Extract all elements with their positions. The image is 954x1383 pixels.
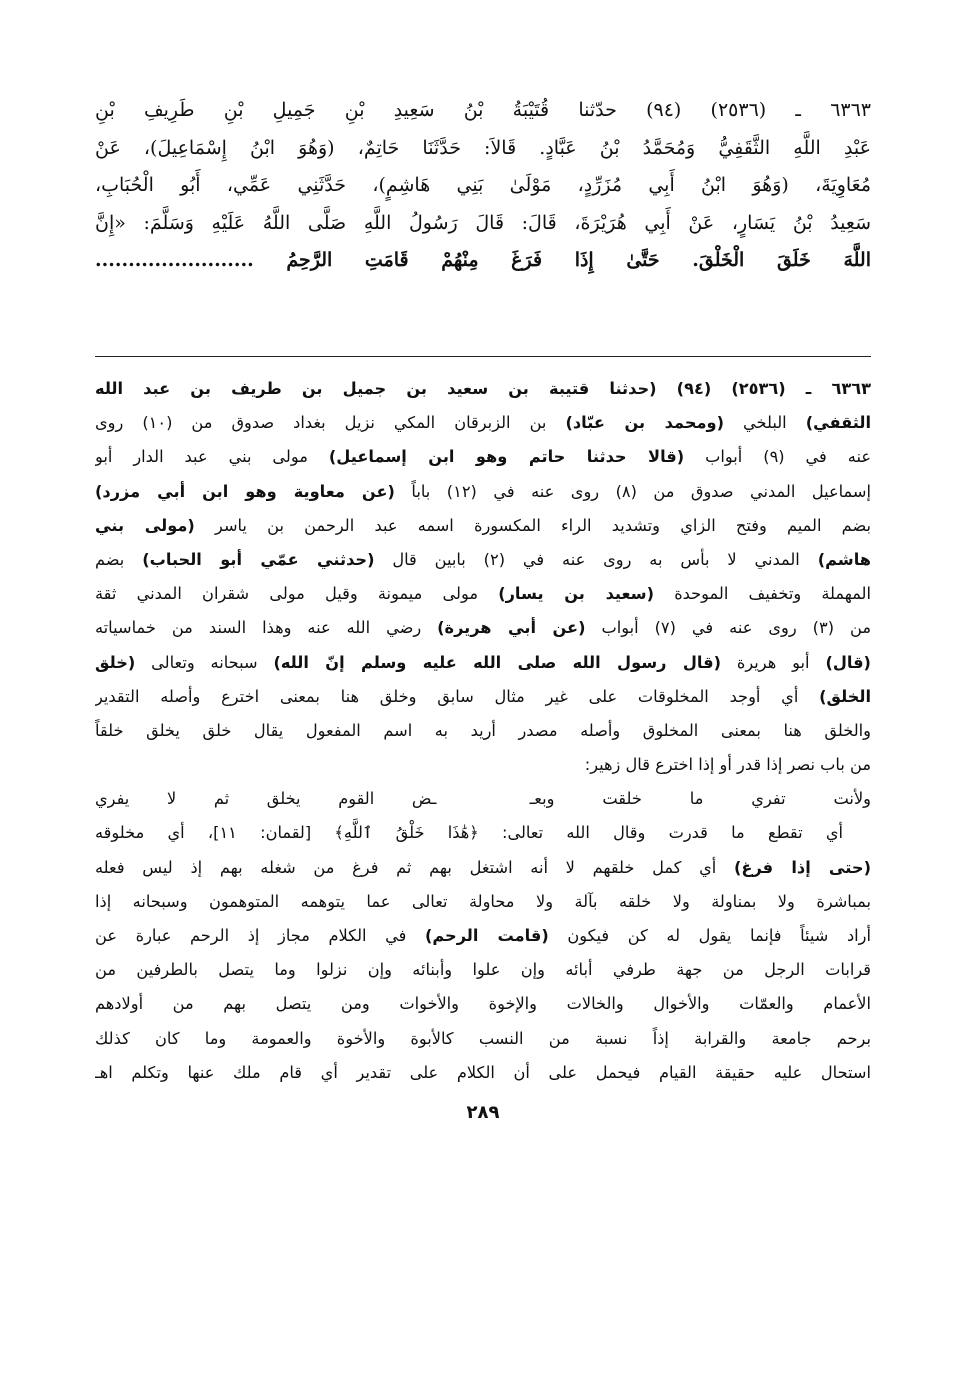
text-segment: بضم الميم وفتح الزاي وتشديد الراء المكسورة اسمه عبد الرحمن بن ياسر	[194, 515, 871, 535]
commentary-line	[95, 816, 871, 850]
text-segment: استحال عليه حقيقة القيام فيحمل على أن الكلام على تقدير أي قام ملك عنها وتكلم اهـ	[95, 1062, 871, 1082]
hadith-line: سَعِيدُ بْنُ يَسَارٍ، عَنْ أَبِي هُرَيْرَةَ، قَالَ: قَالَ رَسُولُ اللَّهِ صَلَّى اللَّهُ عَلَيْهِ وَسَلَّمَ: «إِنَّ	[95, 211, 871, 234]
bold-quote: (مولى بني	[95, 515, 195, 535]
text-segment: بن الزبرقان المكي نزيل بغداد صدوق من (١٠) روى	[95, 413, 566, 433]
page-number: ٢٨٩	[466, 1102, 500, 1123]
text-segment: في الكلام مجاز إذ الرحم عبارة عن	[95, 926, 425, 945]
text-segment: أي أوجد المخلوقات على غير مثال سابق وخلق هنا بمعنى اخترع وأصله التقدير	[95, 686, 820, 706]
text-segment: الأعمام والعمّات والأخوال والخالات والإخوة والأخوات ومن يتصل بهم من أولادهم	[95, 994, 871, 1014]
poem-verse	[95, 782, 871, 816]
text-segment: المدني لا بأس به روى عنه في (٢) بابين قال	[374, 549, 818, 569]
commentary-line	[95, 953, 871, 987]
text-segment: البلخي	[723, 413, 806, 433]
bold-quote: (عن أبي هريرة)	[437, 618, 586, 638]
commentary-line	[95, 509, 871, 543]
bold-quote: ٦٣٦٣ ـ (٢٥٣٦) (٩٤) (حدثنا قتيبة بن سعيد بن جميل بن طريف بن عبد الله	[95, 379, 871, 398]
bold-quote: (ومحمد بن عبّاد)	[565, 413, 724, 433]
commentary-line	[95, 851, 871, 885]
bold-quote: (عن معاوية وهو ابن أبي مزرد)	[95, 481, 395, 501]
commentary-text	[95, 372, 871, 1090]
hadith-text	[95, 92, 871, 280]
bold-quote: (قال رسول الله صلى الله عليه وسلم إنّ الله)	[273, 652, 721, 672]
text-segment: بضم	[95, 549, 143, 569]
hadith-line: اللَّهَ خَلَقَ الْخَلْقَ. حَتَّىٰ إِذَا فَرَغَ مِنْهُمْ قَامَتِ الرَّحِمُ ........................	[95, 249, 871, 271]
commentary-line	[95, 1056, 871, 1090]
text-segment: عنه في (٩) أبواب	[684, 447, 871, 467]
poem-hemistich-first: ولأنت تفري ما خلقت وبعـ	[529, 789, 871, 809]
bold-quote: (قال)	[825, 652, 871, 672]
commentary-line	[95, 1022, 871, 1056]
bold-quote: هاشم)	[817, 549, 871, 569]
text-segment: إسماعيل المدني صدوق من (٨) روى عنه في (١٢) باباً	[394, 481, 871, 501]
commentary-line	[95, 714, 871, 748]
commentary-line	[95, 748, 871, 782]
hadith-line: مُعَاوِيَةَ، (وَهُوَ ابْنُ أَبِي مُزَرِّدٍ، مَوْلَىٰ بَنِي هَاشِمٍ)، حَدَّثَنِي عَمِّي، أَبُو الْحُبَابِ،	[95, 174, 871, 196]
bold-quote: (سعيد بن يسار)	[498, 584, 654, 604]
bold-quote: (خلق	[95, 652, 136, 672]
bold-quote: (قامت الرحم)	[424, 926, 549, 945]
text-segment: سبحانه وتعالى	[135, 652, 274, 672]
bold-quote: (قالا حدثنا حاتم وهو ابن إسماعيل)	[328, 447, 685, 467]
text-segment: رضي الله عنه وهذا السند من خماسياته	[95, 618, 438, 638]
text-segment: أي كمل خلقهم لا أنه اشتغل بهم ثم فرغ من شغله بهم إذ ليس فعله	[95, 857, 735, 877]
hadith-line: ٦٣٦٣ ـ (٢٥٣٦) (٩٤) حدّثنا قُتَيْبَةُ بْنُ سَعِيدِ بْنِ جَمِيلِ بْنِ طَرِيفِ بْنِ	[95, 99, 871, 121]
commentary-line	[95, 475, 871, 509]
commentary-line	[95, 543, 871, 577]
text-segment: برحم جامعة والقرابة إذاً نسبة من النسب كالأبوة والأخوة والعمومة وما كان كذلك	[95, 1028, 871, 1048]
commentary-line	[95, 680, 871, 714]
commentary-line	[95, 885, 871, 919]
bold-quote: الخلق)	[819, 686, 871, 706]
text-segment: أبو هريرة	[721, 652, 826, 672]
commentary-line	[95, 987, 871, 1021]
text-segment: مولى ميمونة وقيل مولى شقران المدني ثقة	[95, 584, 499, 604]
commentary-line	[95, 919, 871, 953]
footnote-separator	[95, 356, 871, 357]
commentary-line	[95, 646, 871, 680]
commentary-line	[95, 372, 871, 406]
bold-quote: الثقفي)	[805, 413, 871, 433]
text-segment: بمباشرة ولا بمناولة ولا خلقه بآلة ولا محاولة تعالى عما يتوهمه المتوهمون وسبحانه إذا	[95, 891, 871, 911]
text-segment: من (٣) روى عنه في (٧) أبواب	[585, 618, 871, 638]
bold-quote: (حتى إذا فرغ)	[734, 857, 871, 877]
text-segment: أراد شيئاً فإنما يقول له كن فيكون	[548, 926, 871, 945]
text-segment: قرابات الرجل من جهة طرفي أبائه وإن علوا وأبنائه وإن نزلوا وما يتصل بالطرفين من	[95, 960, 871, 980]
commentary-line	[95, 440, 871, 474]
poem-hemistich-second: ـض القوم يخلق ثم لا يفري	[95, 789, 437, 809]
text-segment: أي تقطع ما قدرت وقال الله تعالى: ﴿هَٰذَا خَلْقُ ٱللَّهِ﴾ [لقمان: ١١]، أي مخلوقه	[95, 823, 843, 843]
text-segment: من باب نصر إذا قدر أو إذا اخترع قال زهير:	[584, 755, 871, 775]
commentary-line	[95, 577, 871, 611]
hadith-line: عَبْدِ اللَّهِ الثَّقَفِيُّ وَمُحَمَّدُ بْنُ عَبَّادٍ. قَالاَ: حَدَّثَنَا حَاتِمٌ، (وَهُوَ ابْنُ إِسْمَاعِيلَ)، عَنْ	[95, 136, 871, 159]
text-segment: والخلق هنا بمعنى المخلوق وأصله مصدر أريد به اسم المفعول يقال خلق يخلق خلقاً	[95, 720, 871, 740]
text-segment: مولى بني عبد الدار أبو	[95, 447, 329, 467]
commentary-line	[95, 406, 871, 440]
bold-quote: (حدثني عمّي أبو الحباب)	[142, 549, 375, 569]
commentary-line	[95, 611, 871, 645]
text-segment: المهملة وتخفيف الموحدة	[654, 584, 871, 604]
